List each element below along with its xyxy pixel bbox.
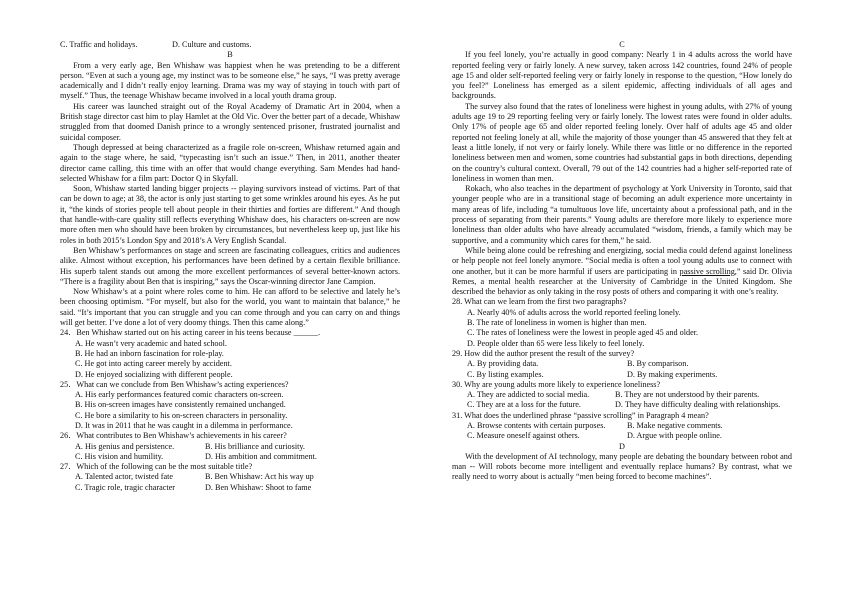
question-29-option-d: D. By making experiments. [627,369,718,379]
question-30-option-c: C. They are at a loss for the future. [467,400,581,410]
question-26-option-d: D. His ambition and commitment. [205,451,317,461]
question-26-option-a: A. His genius and persistence. [75,441,175,451]
question-27-option-c: C. Tragic role, tragic character [75,482,176,492]
section-heading-c: C [619,40,625,49]
question-28-option-a: A. Nearly 40% of adults across the world reported feeling lonely. [467,307,681,317]
passage-b-paragraph-2: His career was launched straight out of the Royal Academy of Dramatic Art in 2004, when a British stage director cast him to play Hamlet at the Old Vic. Over the better part of a decade, Whishaw struggled from that doomed Danish prince to a wrongly sentenced prisoner, frustrated journalist and suicidal composer. [60,101,400,142]
passage-b-paragraph-5: Ben Whishaw’s performances on stage and screen are fascinating colleagues, critics and audiences alike. Almost without exception, his performances have been defined by a certain flexible brilliance. His superb talent stands out among the more excellent performances of several better-known actors. “There is a fragility about Ben that is inspiring,” says the Oscar-winning director Jane Campion. [60,245,400,286]
question-31-option-a: A. Browse contents with certain purposes. [467,420,606,430]
right-column [452,40,792,483]
question-24-option-b: B. He had an inborn fascination for role-play. [75,348,224,358]
previous-question-options [60,40,400,50]
question-25-option-b: B. His on-screen images have consistently remained unchanged. [75,400,286,410]
underlined-phrase: passive scrolling [679,266,735,276]
section-heading-d: D [619,441,625,451]
passage-c-paragraph-4 [452,246,792,297]
question-25-option-a: A. His early performances featured comic characters on-screen. [75,390,284,400]
passage-b-paragraph-3: Though depressed at being characterized as a fragile role on-screen, Whishaw returned again and again to the stage where, he said, “typecasting isn’t such an issue.” Then, in 2011, another theater director came calling, this time with an offer that would change everything. Sam Mendes had hand-selected Whishaw for a film part: Doctor Q in Skyfall. [60,142,400,183]
left-column [60,40,400,493]
question-30-option-a: A. They are addicted to social media. [467,390,590,400]
question-30-option-d: D. They have difficulty dealing with relationships. [615,400,781,410]
question-31-option-d: D. Argue with people online. [627,431,722,441]
question-29-option-c: C. By listing examples. [467,369,544,379]
question-31-option-b: B. Make negative comments. [627,420,723,430]
question-29-stem: 29. How did the author present the result of the survey? [452,348,635,358]
question-26-row-2 [60,452,400,462]
passage-c-paragraph-2: The survey also found that the rates of loneliness were highest in young adults, with 27% of young adults age 19 to 29 reporting feeling very or fairly lonely. The lowest rates were found in older adults. Only 17% of people age 65 and older reported feeling lonely. Over half of adults age 45 and older reported not feeling lonely at all, while the majority of those younger than 45 answered that they felt at least a little lonely, if not very or fairly lonely. While there was little or no difference in the reported loneliness between men and women, some countries had substantial gaps in both directions, depending on the country’s cultural context. Overall, 79 out of the 142 countries had a higher self-reported rate of loneliness in women than men. [452,101,792,183]
question-30-stem: 30. Why are young adults more likely to experience loneliness? [452,379,661,389]
question-24-option-c: C. He got into acting career merely by accident. [75,359,232,369]
question-31-row-1 [452,421,792,431]
question-26-row-1 [60,442,400,452]
question-31-option-c: C. Measure oneself against others. [467,431,580,441]
passage-b-paragraph-6: Now Whishaw’s at a point where roles come to him. He can afford to be selective and lately he’s been choosing optimism. “For myself, but also for the world, you want to maintain that balance,” he said. “It’s important that you can struggle and you can come through and you can carry on and things will get better. I’ve done a lot of very doomy things. Then this came along.” [60,287,400,328]
question-24-option-a: A. He wasn’t very academic and hated school. [75,338,227,348]
passage-c-paragraph-3: Rokach, who also teaches in the department of psychology at York University in Toronto, said that younger people who are in a transitional stage of becoming an adult experience more uncertainty in many areas of life, including “a tumultuous love life, uncertainty about a professional path, and in the process of separating from their parents.” Young adults are therefore more likely to experience more loneliness than older adults who have already accumulated “wisdom, friends, a family which may be supportive, and a community which cares for them,” he said. [452,184,792,245]
question-28-stem: 28. What can we learn from the first two paragraphs? [452,297,627,307]
question-26-option-c: C. His vision and humility. [75,451,164,461]
question-27-stem: 27．Which of the following can be the most suitable title? [60,462,253,472]
question-30-option-b: B. They are not understood by their parents. [615,390,760,400]
question-28-option-c: C. The rates of loneliness were the lowest in people aged 45 and older. [467,328,699,338]
question-27-row-2 [60,483,400,493]
question-27-row-1 [60,472,400,482]
question-27-option-a: A. Talented actor, twisted fate [75,472,174,482]
question-30-row-1 [452,390,792,400]
question-31-row-2 [452,431,792,441]
question-25-option-d: D. It was in 2011 that he was caught in a dilemma in performance. [75,420,293,430]
passage-b-paragraph-1: From a very early age, Ben Whishaw was happiest when he was pretending to be a different person. “Even at such a young age, my instinct was to be someone else,” he says, “I was pretty average academically and I didn’t really enjoy learning. Drama was my way of staying in touch with part of myself.” Thus, the teenage Whishaw became involved in a local youth drama group. [60,60,400,101]
passage-b-paragraph-4: Soon, Whishaw started landing bigger projects -- playing survivors instead of victims. Part of that can be down to age; at 38, the actor is only just starting to get some wrinkles around his eyes. As he put it, “the kinds of stories people tell about people in their thirties and forties are different.” And though that handle-with-care quality still reflects everything Whishaw does, his characters on-screen are now more often men who should have been broken by circumstances, but nevertheless keep up, just like his roles in both 2015’s London Spy and 2018’s A Very English Scandal. [60,184,400,245]
paragraph-4-text-before: While being alone could be refreshing and energizing, social media could defend against loneliness or help people not feel lonely anymore. “Social media is often a tool young adults use to connect with one another, but it can be more harmful if users are participating in [452,245,792,276]
question-29-option-a: A. By providing data. [467,359,539,369]
question-24-option-d: D. He enjoyed socializing with different people. [75,369,233,379]
question-26-stem: 26．What contributes to Ben Whishaw’s achievements in his career? [60,431,287,441]
passage-c-paragraph-1: If you feel lonely, you’re actually in good company: Nearly 1 in 4 adults across the world have reported feeling very or fairly lonely. A new survey, taken across 142 countries, found 24% of people age 15 and older self-reported feeling very or fairly lonely in response to the question, “How lonely do you feel?” Loneliness has emerged as a silent epidemic, affecting individuals of all ages and backgrounds. [452,50,792,101]
question-30-row-2 [452,400,792,410]
question-27-option-d: D. Ben Whishaw: Shoot to fame [205,482,312,492]
option-c: C. Traffic and holidays. [60,40,138,49]
paragraph-4-text-after: ,” said Dr. Olivia Remes, a mental health researcher at the University of Cambridge in the United Kingdom. She described the behavior as only taking in the rosy posts of others and comparing it with one’s reality. [452,266,792,297]
section-heading-b: B [227,50,233,60]
question-28-option-b: B. The rate of loneliness in women is higher than men. [467,318,647,328]
question-24-stem: 24．Ben Whishaw started out on his acting career in his teens because ______. [60,328,321,338]
option-d: D. Culture and customs. [172,40,252,49]
question-25-stem: 25．What can we conclude from Ben Whishaw’s acting experiences? [60,379,289,389]
question-26-option-b: B. His brilliance and curiosity. [205,441,305,451]
question-28-option-d: D. People older than 65 were less likely to feel lonely. [467,338,645,348]
question-25-option-c: C. He bore a similarity to his on-screen characters in personality. [75,410,288,420]
question-27-option-b: B. Ben Whishaw: Act his way up [205,472,314,482]
passage-d-paragraph-1: With the development of AI technology, many people are debating the boundary between robot and man -- Will robots become more intelligent and eventually replace humans? By contrast, what we really need to worry about is actually “men being forced to become machines”. [452,451,792,482]
question-31-stem: 31. What does the underlined phrase “passive scrolling” in Paragraph 4 mean? [452,410,709,420]
question-29-row-2 [452,370,792,380]
question-29-row-1 [452,359,792,369]
question-29-option-b: B. By comparison. [627,359,689,369]
